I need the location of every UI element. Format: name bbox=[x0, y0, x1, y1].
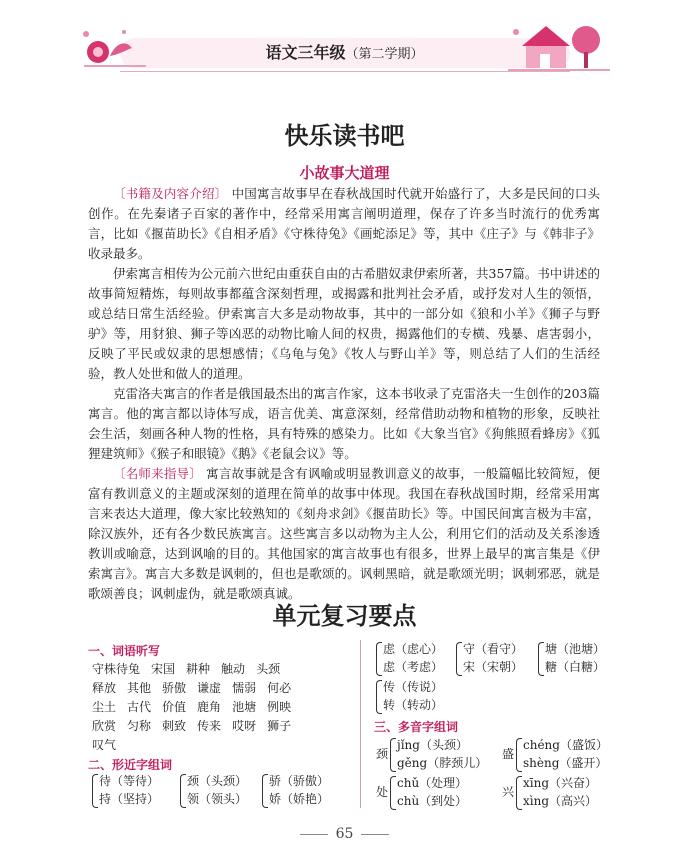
vocab-word: 头颈 bbox=[256, 662, 281, 676]
brace-icon bbox=[390, 738, 396, 772]
paragraph-4-text: 寓言故事就是含有讽喻或明显教训意义的故事，一般篇幅比较简短，便富有教训意义的主题或深刻的道理在简单的故事中体现。我国在春秋战国时期，经常采用寓言来表达大道理，像大家比较熟知的《刻舟求剑》《揠苗助长》等。中国民间寓言极为丰富，除汉族外，还有各少数民族寓言。这些寓言多以动物为主人公，利用它们的活动及关系渗透教训或喻意，达到讽喻的目的。其他国家的寓言故事也有很多，世界上最早的寓言集是《伊索寓言》。寓言大多数是讽刺的，但也是歌颂的。讽刺黑暗，就是歌颂光明；讽刺邪恶，就是歌颂善良；讽刺虚伪，就是歌颂真诚。 bbox=[88, 466, 600, 601]
polyphone-reading: shèng（盛开） bbox=[523, 756, 608, 770]
page-number: 65 bbox=[335, 826, 354, 842]
similar-items bbox=[187, 772, 247, 808]
similar-word: 骄（骄傲） bbox=[269, 774, 330, 788]
brace-icon bbox=[92, 774, 98, 808]
polyphone-char: 颈 bbox=[376, 747, 389, 761]
vocab-word: 传来 bbox=[197, 719, 222, 733]
brace-icon bbox=[456, 642, 462, 676]
vocab-word: 欣赏 bbox=[92, 719, 117, 733]
brace-icon bbox=[516, 776, 522, 810]
vocab-word: 鹿角 bbox=[197, 700, 222, 714]
vocab-word: 刺致 bbox=[162, 719, 187, 733]
footer-dash bbox=[361, 834, 389, 835]
similar-word: 传（传说） bbox=[383, 680, 444, 694]
polyphone-char: 盛 bbox=[502, 747, 515, 761]
similar-chars-heading: 二、形近字组词 bbox=[88, 758, 173, 772]
tag-teacher-guide: 〔名师来指导〕 bbox=[113, 466, 202, 481]
similar-group bbox=[376, 678, 461, 714]
vocab-row bbox=[92, 736, 352, 755]
similar-group bbox=[262, 772, 347, 808]
vocab-word: 其他 bbox=[127, 681, 152, 695]
similar-word: 娇（娇艳） bbox=[269, 792, 330, 806]
tag-book-intro: 〔书籍及内容介绍〕 bbox=[113, 186, 228, 201]
polyphone-items bbox=[397, 736, 487, 772]
vocab-row bbox=[92, 717, 352, 736]
similar-word: 持（坚持） bbox=[99, 792, 160, 806]
paragraph-krylov: 克雷洛夫寓言的作者是俄国最杰出的寓言作家，这本书收录了克雷洛夫一生创作的203篇寓言。他的寓言都以诗体写成，语言优美、寓意深刻，经常借助动物和植物的形象，反映社会生活，刻画各种人物的性格，具有特殊的感染力。比如《大象当官》《狗熊照看蜂房》《狐狸建筑师》《猴子和眼镜》《鹅》《老鼠会议》等。 bbox=[88, 386, 600, 461]
vocab-word: 尘土 bbox=[92, 700, 117, 714]
vocab-word: 狮子 bbox=[267, 719, 292, 733]
footer-dash bbox=[300, 834, 328, 835]
header-title bbox=[0, 40, 689, 63]
paragraph-intro bbox=[88, 184, 600, 264]
vocab-word: 宋国 bbox=[151, 662, 176, 676]
paragraph-guide bbox=[88, 464, 600, 604]
vocab-word: 释放 bbox=[92, 681, 117, 695]
vocab-word: 例映 bbox=[267, 700, 292, 714]
similar-word: 领（领头） bbox=[187, 792, 248, 806]
similar-items bbox=[463, 640, 523, 676]
section-title-reading: 快乐读书吧 bbox=[284, 121, 405, 150]
vocab-word: 叹气 bbox=[92, 738, 117, 752]
polyphone-reading: chéng（盛饭） bbox=[523, 738, 608, 752]
polyphone-group bbox=[376, 774, 496, 810]
polyphone-group bbox=[376, 736, 496, 772]
similar-word: 虑（考虑） bbox=[383, 660, 444, 674]
vocab-word: 谦虚 bbox=[197, 681, 222, 695]
header-divider bbox=[120, 71, 570, 72]
book-title: 语文三年级 bbox=[265, 43, 346, 62]
similar-group bbox=[92, 772, 177, 808]
similar-items bbox=[545, 640, 605, 676]
page-header bbox=[0, 0, 689, 92]
polyphone-reading: gěng（脖颈儿） bbox=[397, 756, 488, 770]
vocab-word: 骄傲 bbox=[162, 681, 187, 695]
vocab-word: 哎呀 bbox=[232, 719, 257, 733]
polyphone-char: 兴 bbox=[502, 785, 515, 799]
brace-icon bbox=[516, 738, 522, 772]
column-divider bbox=[360, 640, 361, 808]
polyphone-group bbox=[502, 774, 622, 810]
similar-word: 颈（头颈） bbox=[187, 774, 248, 788]
vocab-list bbox=[92, 660, 352, 755]
brace-icon bbox=[262, 774, 268, 808]
vocab-word: 池塘 bbox=[232, 700, 257, 714]
polyphone-reading: jǐng（头颈） bbox=[397, 738, 468, 752]
vocab-word: 匀称 bbox=[127, 719, 152, 733]
paragraph-aesop: 伊索寓言相传为公元前六世纪由重获自由的古希腊奴隶伊索所著，共357篇。书中讲述的故事简短精炼，每则故事都蕴含深刻哲理，或揭露和批判社会矛盾，或抒发对人生的领悟，或总结日常生活经验。伊索寓言大多是动物故事，其中的一部分如《狼和小羊》《狮子与野驴》等，用豺狼、狮子等凶恶的动物比喻人间的权贵，揭露他们的专横、残暴、虐害弱小，反映了平民或奴隶的思想感情；《乌龟与兔》《牧人与野山羊》等，则总结了人们的生活经验，教人处世和做人的道理。 bbox=[88, 266, 600, 381]
paragraph-1-text: 中国寓言故事早在春秋战国时代就开始盛行了，大多是民间的口头创作。在先秦诸子百家的著作中，经常采用寓言阐明道理，保存了许多当时流行的优秀寓言，比如《揠苗助长》《自相矛盾》《守株待兔》《画蛇添足》等，其中《庄子》与《韩非子》收录最多。 bbox=[88, 186, 600, 261]
polyphone-heading: 三、多音字组词 bbox=[374, 720, 459, 734]
polyphone-reading: chù（到处） bbox=[397, 794, 468, 808]
similar-word: 宋（宋朝） bbox=[463, 660, 524, 674]
polyphone-reading: xìng（高兴） bbox=[523, 794, 598, 808]
vocab-row bbox=[92, 679, 352, 698]
similar-group bbox=[538, 640, 623, 676]
brace-icon bbox=[376, 642, 382, 676]
similar-group bbox=[376, 640, 461, 676]
similar-items bbox=[269, 772, 329, 808]
similar-items bbox=[99, 772, 159, 808]
brace-icon bbox=[390, 776, 396, 810]
similar-word: 转（转动） bbox=[383, 698, 444, 712]
reading-intro-text bbox=[88, 184, 600, 604]
vocab-word: 守株待兔 bbox=[92, 662, 141, 676]
polyphone-reading: chǔ（处理） bbox=[397, 776, 468, 790]
similar-word: 守（看守） bbox=[463, 642, 524, 656]
similar-word: 待（等待） bbox=[99, 774, 160, 788]
similar-group bbox=[456, 640, 541, 676]
vocab-word: 触动 bbox=[221, 662, 246, 676]
polyphone-group bbox=[502, 736, 622, 772]
vocab-word: 懦弱 bbox=[232, 681, 257, 695]
vocab-word: 何必 bbox=[267, 681, 292, 695]
brace-icon bbox=[180, 774, 186, 808]
vocab-word: 古代 bbox=[127, 700, 152, 714]
polyphone-items bbox=[397, 774, 467, 810]
book-semester: （第二学期） bbox=[345, 47, 424, 62]
similar-items bbox=[383, 678, 443, 714]
vocab-heading: 一、词语听写 bbox=[88, 644, 161, 658]
similar-word: 塘（池塘） bbox=[545, 642, 606, 656]
polyphone-items bbox=[523, 736, 608, 772]
similar-word: 虑（虑心） bbox=[383, 642, 444, 656]
polyphone-reading: xīng（兴奋） bbox=[523, 776, 598, 790]
polyphone-items bbox=[523, 774, 597, 810]
section-title-review: 单元复习要点 bbox=[272, 601, 417, 630]
brace-icon bbox=[538, 642, 544, 676]
vocab-word: 耕种 bbox=[186, 662, 211, 676]
section-subtitle: 小故事大道理 bbox=[299, 164, 390, 182]
similar-word: 糖（白糖） bbox=[545, 660, 606, 674]
vocab-row bbox=[92, 660, 352, 679]
polyphone-char: 处 bbox=[376, 785, 389, 799]
vocab-word: 价值 bbox=[162, 700, 187, 714]
similar-items bbox=[383, 640, 443, 676]
vocab-row bbox=[92, 698, 352, 717]
brace-icon bbox=[376, 680, 382, 714]
page-footer bbox=[0, 826, 689, 842]
similar-group bbox=[180, 772, 265, 808]
